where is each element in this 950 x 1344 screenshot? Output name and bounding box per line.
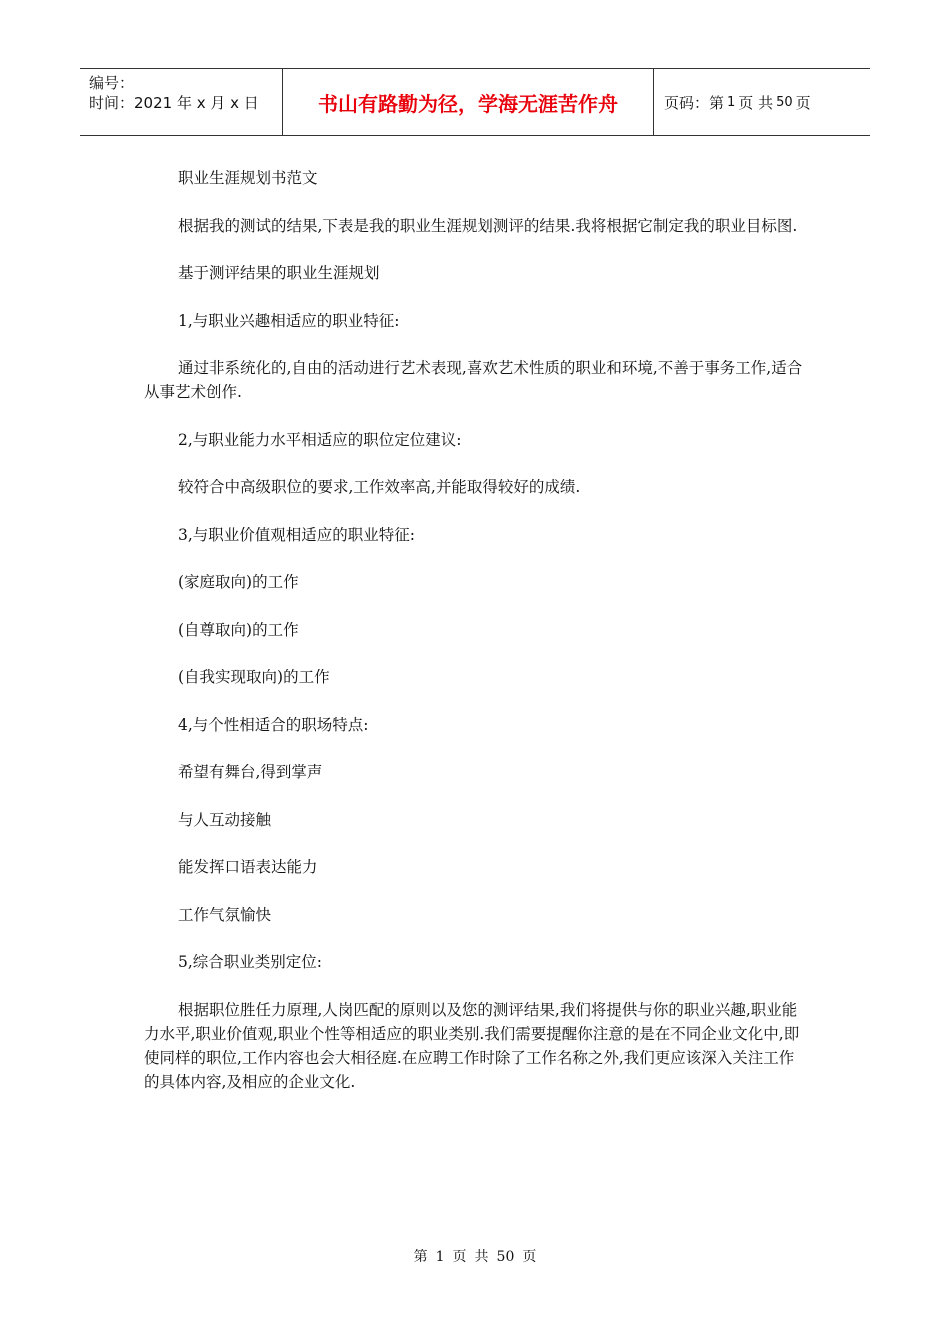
list-heading: 3,与职业价值观相适应的职业特征: bbox=[178, 525, 416, 544]
header-page-info bbox=[654, 69, 870, 135]
footer-current: 1 bbox=[435, 1249, 445, 1265]
time-value: 2021 年 x 月 x 日 bbox=[134, 94, 259, 112]
list-item: (家庭取向)的工作 bbox=[178, 573, 299, 591]
header-motto: 书山有路勤为径，学海无涯苦作舟 bbox=[282, 69, 654, 135]
footer-prefix: 第 bbox=[413, 1249, 428, 1265]
footer-suffix: 页 bbox=[522, 1249, 537, 1265]
list-item: (自我实现取向)的工作 bbox=[178, 668, 330, 686]
paragraph: 较符合中高级职位的要求,工作效率高,并能取得较好的成绩. bbox=[178, 478, 581, 496]
paragraph: 通过非系统化的,自由的活动进行艺术表现,喜欢艺术性质的职业和环境,不善于事务工作,适合从事艺术创作. bbox=[144, 359, 803, 401]
doc-title: 职业生涯规划书范文 bbox=[178, 169, 318, 187]
page-end: 页 bbox=[795, 93, 811, 112]
list-heading: 5,综合职业类别定位: bbox=[178, 953, 323, 971]
list-heading: 2,与职业能力水平相适应的职位定位建议: bbox=[178, 430, 462, 449]
footer-mid2: 共 bbox=[474, 1249, 489, 1265]
header-meta bbox=[80, 69, 282, 135]
list-heading: 4,与个性相适合的职场特点: bbox=[178, 715, 369, 734]
page-total: 50 bbox=[776, 94, 793, 110]
page-mid: 页 共 bbox=[738, 93, 774, 112]
page-label: 页码：第 bbox=[664, 93, 725, 112]
list-item: 与人互动接触 bbox=[178, 810, 272, 829]
time-line bbox=[89, 93, 282, 113]
section-heading: 基于测评结果的职业生涯规划 bbox=[178, 264, 380, 282]
footer-mid1: 页 bbox=[452, 1249, 467, 1265]
footer-total: 50 bbox=[496, 1249, 515, 1265]
page-header bbox=[80, 68, 870, 136]
list-heading: 1,与职业兴趣相适应的职业特征: bbox=[178, 311, 400, 330]
page-current: 1 bbox=[727, 94, 736, 110]
list-item: (自尊取向)的工作 bbox=[178, 620, 299, 639]
list-item: 工作气氛愉快 bbox=[178, 905, 272, 924]
list-item: 能发挥口语表达能力 bbox=[178, 858, 318, 876]
page-footer bbox=[0, 1246, 950, 1266]
number-label: 编号： bbox=[89, 74, 135, 92]
paragraph: 根据我的测试的结果,下表是我的职业生涯规划测评的结果.我将根据它制定我的职业目标图. bbox=[178, 216, 798, 235]
paragraph: 根据职位胜任力原理,人岗匹配的原则以及您的测评结果,我们将提供与你的职业兴趣,职业能力水平,职业价值观,职业个性等相适应的职业类别.我们需要提醒你注意的是在不同企业文化中,即使同样的职位,工作内容也会大相径庭.在应聘工作时除了工作名称之外,我们更应该深入关注工作的具体内容,及相应的企业文化. bbox=[144, 1000, 800, 1091]
document-body bbox=[144, 166, 804, 1117]
time-label: 时间： bbox=[89, 94, 135, 112]
list-item: 希望有舞台,得到掌声 bbox=[178, 763, 323, 781]
